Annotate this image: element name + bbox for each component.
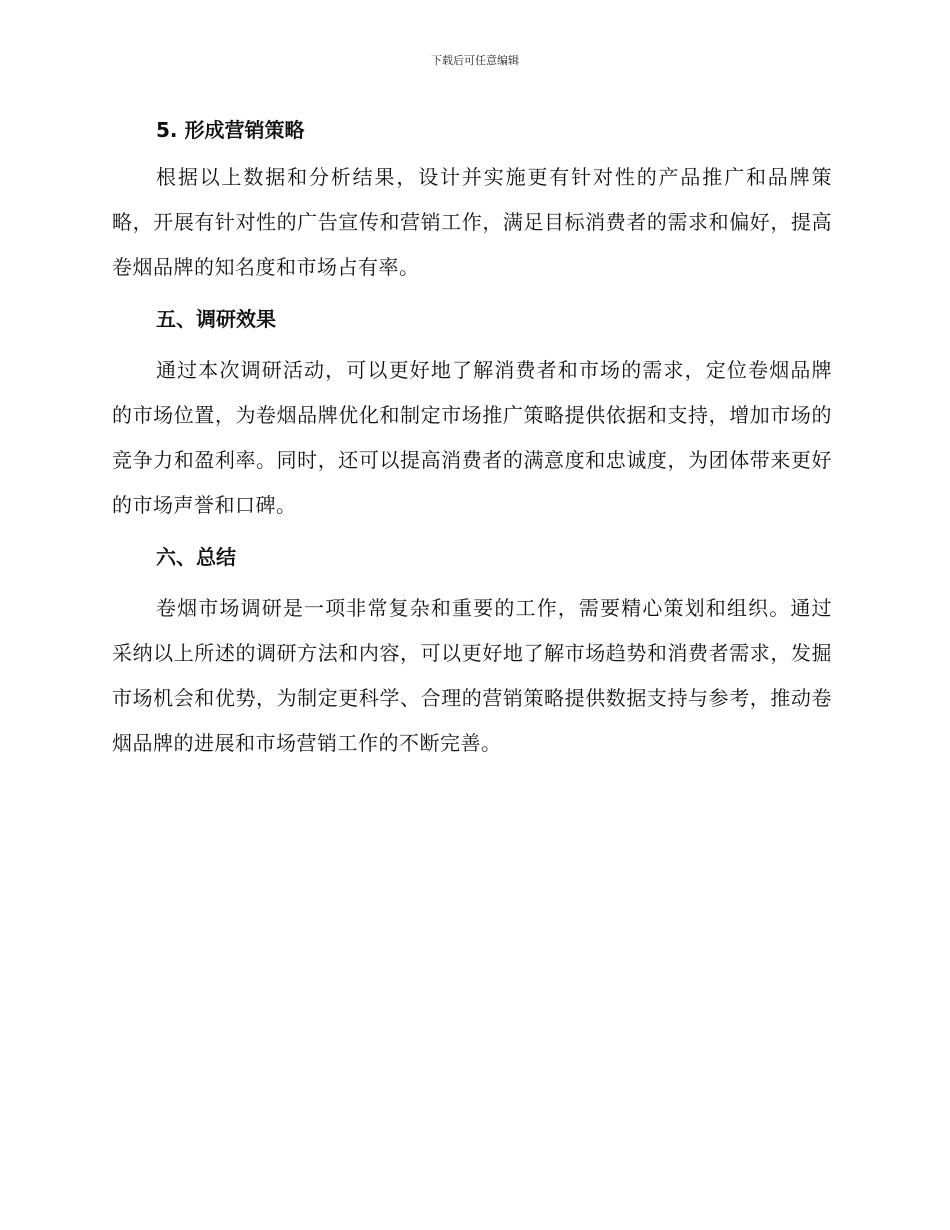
section-paragraph-summary: 卷烟市场调研是一项非常复杂和重要的工作，需要精心策划和组织。通过采纳以上所述的调研方法和内容，可以更好地了解市场趋势和消费者需求，发掘市场机会和优势，为制定更科学、合理的营销策略提供数据支持与参考，推动卷烟品牌的进展和市场营销工作的不断完善。 [112, 596, 832, 755]
section-paragraph-research-effect: 通过本次调研活动，可以更好地了解消费者和市场的需求，定位卷烟品牌的市场位置，为卷烟品牌优化和制定市场推广策略提供依据和支持，增加市场的竞争力和盈利率。同时，还可以提高消费者的满意度和忠诚度，为团体带来更好的市场声誉和口碑。 [112, 358, 832, 517]
section-heading-summary: 六、总结 [156, 545, 236, 569]
section-paragraph-marketing-strategy: 根据以上数据和分析结果，设计并实施更有针对性的产品推广和品牌策略，开展有针对性的广告宣传和营销工作，满足目标消费者的需求和偏好，提高卷烟品牌的知名度和市场占有率。 [112, 165, 832, 279]
document-body [112, 110, 832, 766]
page-header-note: 下载后可任意编辑 [431, 54, 519, 67]
section-heading-research-effect: 五、调研效果 [156, 307, 276, 331]
section-heading-marketing-strategy: 5. 形成营销策略 [156, 118, 305, 142]
